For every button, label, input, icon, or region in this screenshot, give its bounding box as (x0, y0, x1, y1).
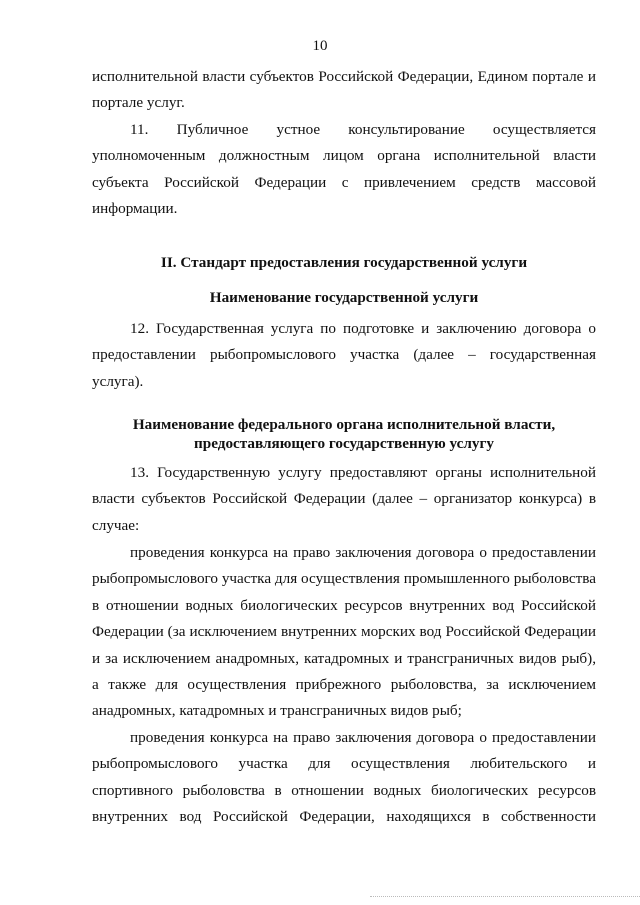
paragraph-13-a (92, 540, 596, 725)
paragraph-13-a-text: проведения конкурса на право заключения договора о предоставлении рыбопромыслового участка для осуществления промышленного рыболовства в отношении водных биологических ресурсов внутренних вод Российской Федерации (за исключением внутренних морских вод Российской Федерации и за исключением анадромных, катадромных и трансграничных видов рыб), а также для осуществления прибрежного рыболовства, за исключением анадромных, катадромных и трансграничных видов рыб; (92, 544, 596, 720)
scan-edge-line (370, 896, 640, 898)
section-2-title-text: II. Стандарт предоставления государственной услуги (160, 254, 528, 271)
page-number: 10 (312, 38, 328, 54)
heading-authority (92, 415, 596, 453)
section-2-title (92, 253, 596, 272)
paragraph-13-b-text: проведения конкурса на право заключения договора о предоставлении рыбопромыслового участка для осуществления любительского и спортивного рыболовства в отношении водных биологических ресурсов внутренних вод Российской Федерации, находящихся в собственности (92, 729, 596, 826)
paragraph-13-b (92, 725, 596, 831)
heading-authority-line-2: предоставляющего государственную услугу (194, 435, 494, 452)
paragraph-11-text: 11. Публичное устное консультирование осуществляется уполномоченным должностным лицом органа исполнительной власти субъекта Российской Федерации с привлечением средств массовой информации. (92, 121, 596, 218)
paragraph-13-text: 13. Государственную услугу предоставляют органы исполнительной власти субъектов Российской Федерации (далее – организатор конкурса) в случае: (92, 464, 596, 534)
paragraph-13 (92, 460, 596, 539)
heading-authority-line-1: Наименование федерального органа исполнительной власти, (132, 416, 556, 433)
heading-service-name (92, 288, 596, 307)
heading-service-name-text: Наименование государственной услуги (209, 289, 479, 306)
paragraph-continuation-text: исполнительной власти субъектов Российской Федерации, Едином портале и портале услуг. (92, 68, 596, 112)
paragraph-continuation (92, 64, 596, 117)
paragraph-12-text: 12. Государственная услуга по подготовке и заключению договора о предоставлении рыбопромыслового участка (далее – государственная услуга). (92, 320, 596, 390)
paragraph-12 (92, 316, 596, 395)
paragraph-11 (92, 117, 596, 223)
